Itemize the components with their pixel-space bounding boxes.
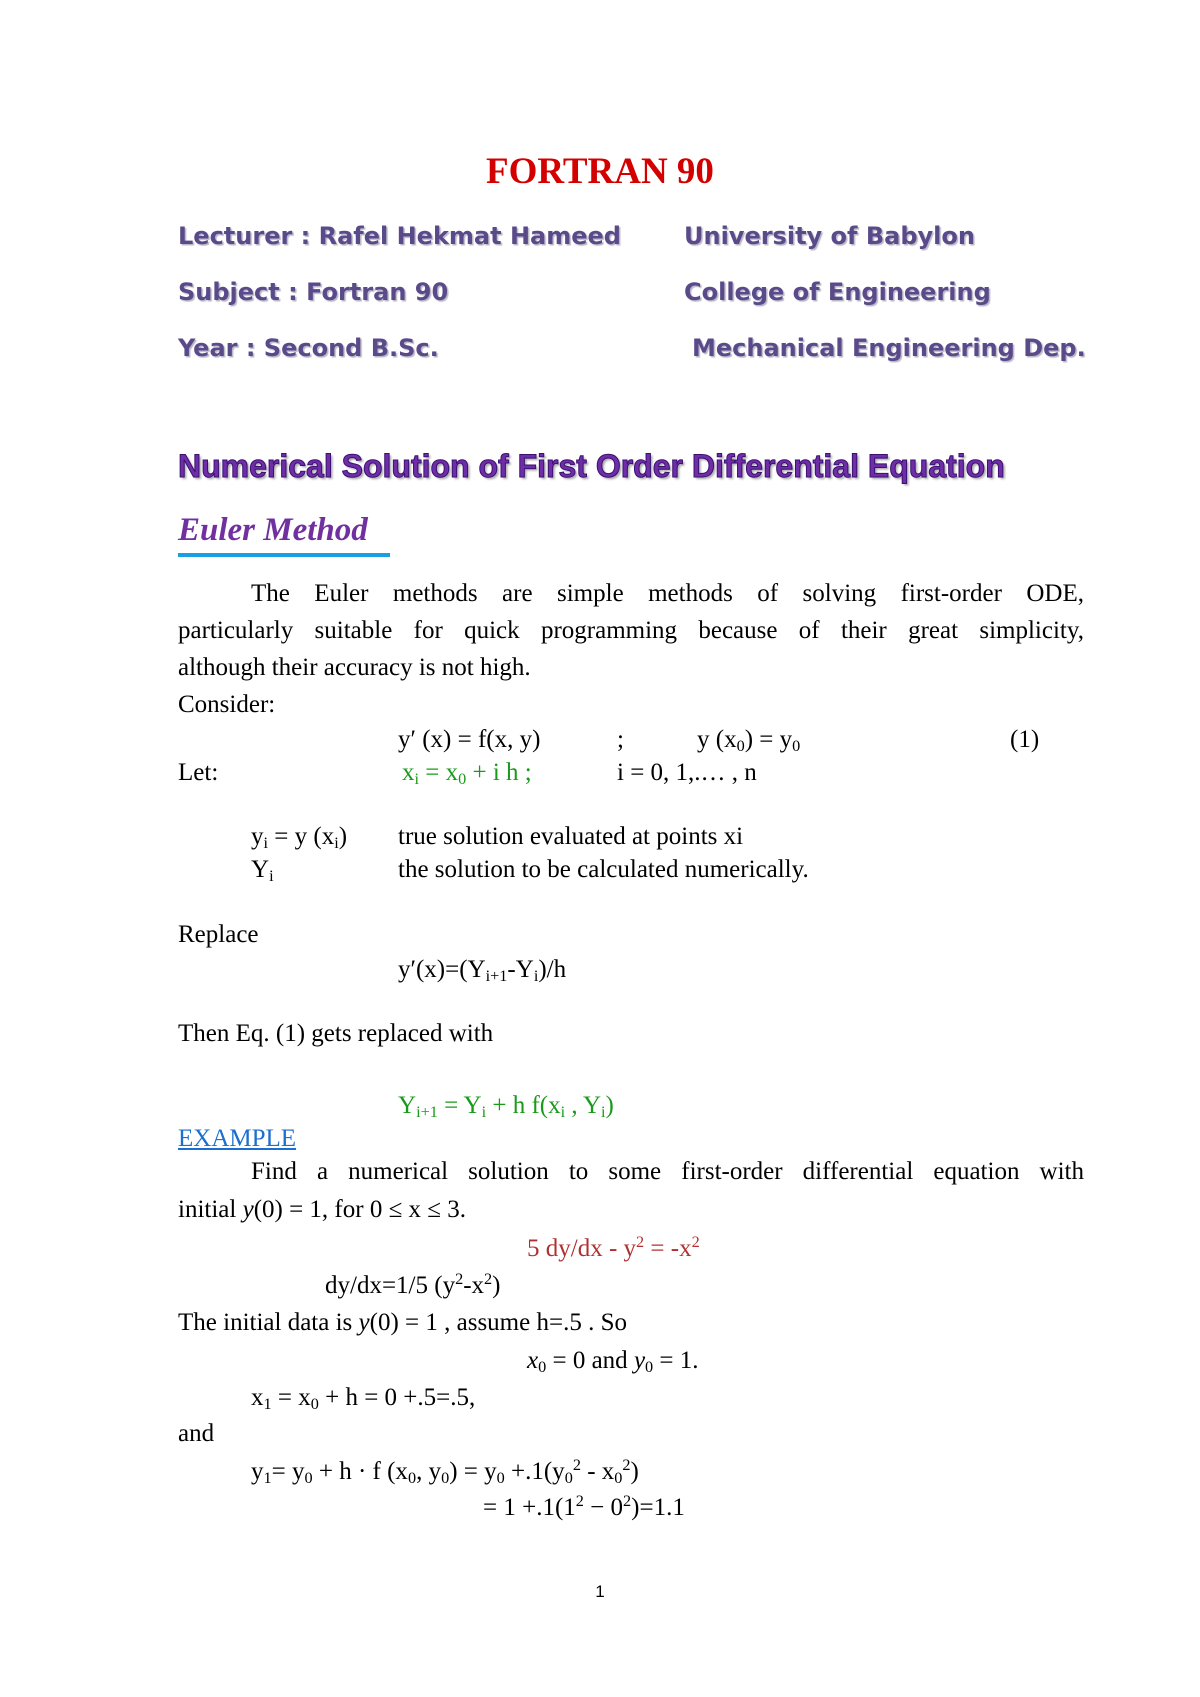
y1-line: $y_1= y_0 + h \cdot f$ ($x_0$, $y_0) = y_0 +.1(y_0^2 - x_0^2)$ xyxy=(251,1456,639,1488)
def-Yi: $Y_i$ xyxy=(251,856,274,886)
section-heading: Numerical Solution of First Order Differential Equation xyxy=(178,448,1005,484)
replace-equation: $y'(x)=(Y_{i+1}-Y_i)/h$ xyxy=(398,956,567,986)
eq1-rhs: y $(x_0) = y_0$ xyxy=(697,726,801,756)
def-Yi-description: the solution to be calculated numerically. xyxy=(398,856,809,883)
x1-line: $x_1 = x_0 + h = 0 +.5=.5$, xyxy=(251,1384,476,1414)
ode-equation: 5 $dy/dx - y^2 = -x^2$ xyxy=(527,1233,700,1262)
initial-data-line: The initial data is y(0) = 1 , assume h=.5 . So xyxy=(178,1309,627,1336)
example-line-2: initial y(0) = 1, for 0 ≤ x ≤ 3. xyxy=(178,1196,467,1223)
let-equation: $x_i = x_0 + i$ h ; xyxy=(402,759,532,789)
euler-formula: $Y_{i+1} = Y_i + h$ $f(x_i$ , $Y_i$) xyxy=(398,1092,614,1122)
document-title: FORTRAN 90 xyxy=(486,151,714,192)
eq1-separator: ; xyxy=(617,726,624,753)
department-line: Mechanical Engineering Dep. xyxy=(692,334,1086,362)
example-line-1: Find a numerical solution to some first-order differential equation with xyxy=(251,1158,1084,1185)
let-range: i = 0, 1,.… , n xyxy=(617,759,757,786)
dydx-equation: dy/dx=1/5 $(y^2-x^2)$ xyxy=(325,1270,501,1299)
def-yi-description: true solution evaluated at points xi xyxy=(398,823,744,850)
eq1-lhs: y′ (x) = f(x, y) xyxy=(398,726,541,753)
x0-y0-line: $x_0 = 0$ and $y_0 = 1$. xyxy=(527,1347,699,1377)
let-label: Let: xyxy=(178,759,219,786)
university-line: University of Babylon xyxy=(684,222,975,250)
lecturer-line: Lecturer : Rafel Hekmat Hameed xyxy=(178,222,621,250)
year-line: Year : Second B.Sc. xyxy=(178,334,439,362)
intro-line-2: particularly suitable for quick programming because of their great simplicity, xyxy=(178,617,1084,644)
eq1-number: (1) xyxy=(1010,726,1040,753)
def-yi: $y_i = y$ $(x_i)$ xyxy=(251,823,348,853)
method-heading-underline xyxy=(178,553,390,557)
method-heading: Euler Method xyxy=(178,512,368,548)
consider-label: Consider: xyxy=(178,691,276,718)
replace-label: Replace xyxy=(178,921,259,948)
college-line: College of Engineering xyxy=(684,278,991,306)
intro-line-1: The Euler methods are simple methods of solving first-order ODE, xyxy=(251,580,1084,607)
subject-line: Subject : Fortran 90 xyxy=(178,278,449,306)
intro-line-3: although their accuracy is not high. xyxy=(178,654,531,681)
then-text: Then Eq. (1) gets replaced with xyxy=(178,1020,494,1047)
and-label: and xyxy=(178,1420,215,1447)
page-number: 1 xyxy=(595,1582,605,1601)
example-label: EXAMPLE xyxy=(178,1125,297,1152)
y1-result-line: = $1 +.1(1^2 - 0^2)=1.1$ xyxy=(483,1492,685,1521)
